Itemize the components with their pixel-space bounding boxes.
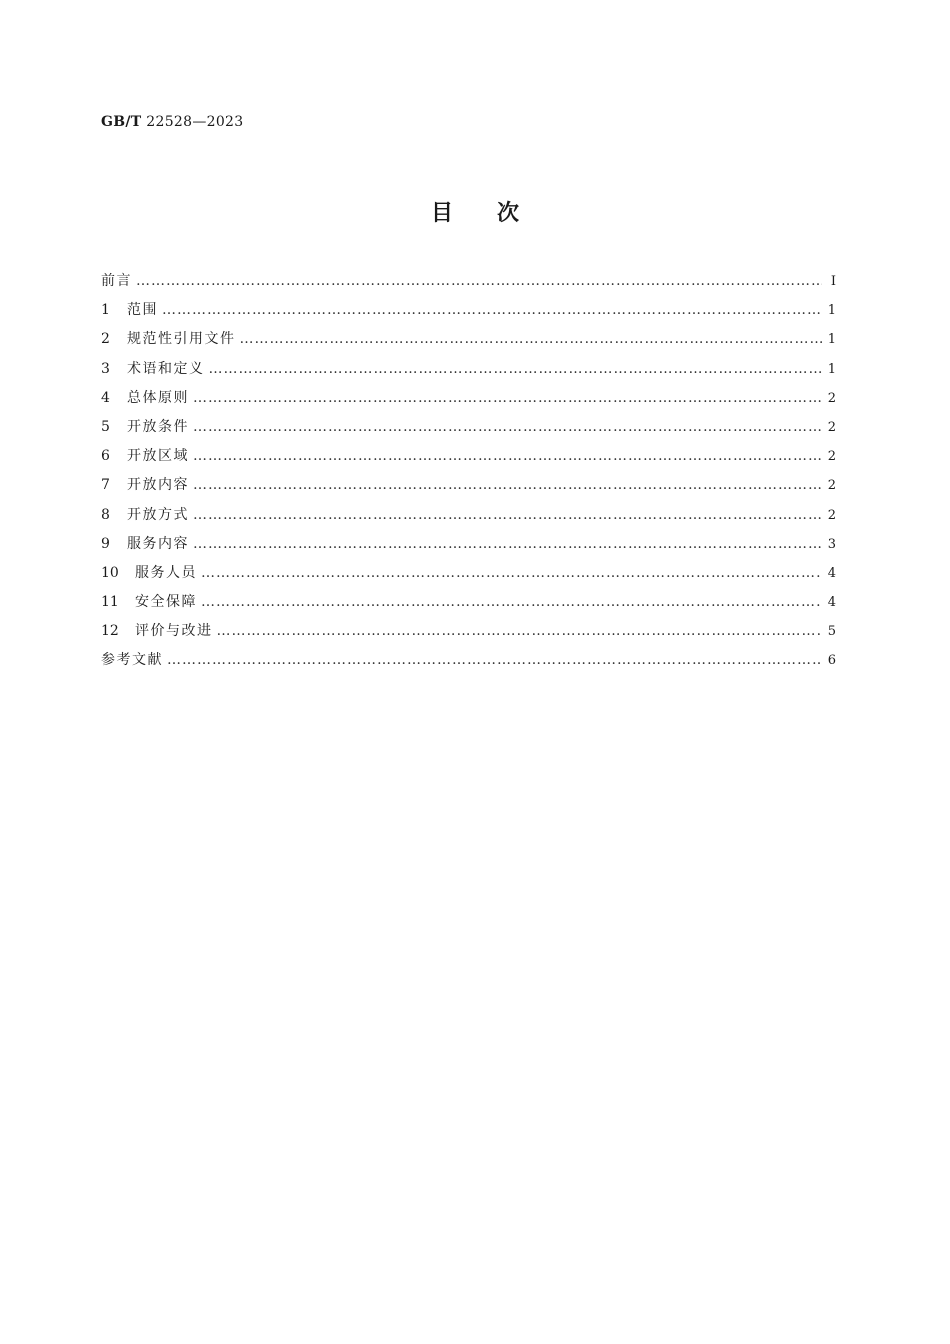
toc-entry-page: 2	[827, 390, 836, 406]
toc-entry-label: 开放内容	[127, 477, 189, 494]
toc-entry-number: 10	[101, 564, 119, 581]
toc-leader-dots	[193, 477, 822, 493]
toc-entry-page: 3	[827, 536, 836, 552]
toc-entry-label: 前言	[101, 273, 132, 289]
toc-entry-page: 2	[827, 507, 836, 523]
toc-entry-4[interactable]	[101, 387, 836, 416]
toc-entry-page: 5	[827, 624, 836, 640]
toc-entry-page: Ⅰ	[830, 274, 836, 289]
toc-entry-number: 3	[101, 360, 110, 377]
toc-entry-number: 5	[101, 418, 110, 435]
toc-leader-dots	[193, 419, 822, 435]
toc-entry-page: 1	[827, 303, 836, 319]
toc-leader-dots	[217, 623, 823, 639]
toc-entry-number: 1	[101, 302, 110, 319]
toc-entry-5[interactable]	[101, 416, 836, 445]
toc-entry-6[interactable]	[101, 445, 836, 474]
toc-leader-dots	[167, 652, 822, 668]
toc-entry-number: 11	[101, 594, 119, 611]
standard-prefix: GB/T	[101, 114, 142, 130]
toc-entry-11[interactable]	[101, 591, 836, 620]
toc-leader-dots	[193, 390, 822, 406]
toc-entry-label: 参考文献	[101, 652, 163, 669]
toc-entry-page: 4	[827, 565, 836, 581]
toc-entry-3[interactable]	[101, 358, 836, 387]
toc-leader-dots	[136, 273, 822, 289]
standard-code	[101, 114, 243, 130]
page-title: 目次	[430, 201, 563, 226]
toc-entry-label: 服务人员	[135, 564, 197, 581]
toc-entry-number: 8	[101, 506, 110, 523]
toc-leader-dots	[162, 302, 822, 318]
toc-entry-page: 4	[827, 595, 836, 611]
toc-entry-12[interactable]	[101, 620, 836, 649]
toc-leader-dots	[201, 594, 822, 610]
toc-entry-9[interactable]	[101, 533, 836, 562]
toc-entry-page: 2	[827, 478, 836, 494]
toc-entry-label: 术语和定义	[127, 360, 205, 377]
toc-entry-label: 安全保障	[135, 594, 197, 611]
toc-entry-label: 评价与改进	[135, 623, 213, 640]
toc-entry-page: 6	[827, 653, 836, 669]
toc-leader-dots	[209, 361, 823, 377]
toc-leader-dots	[193, 536, 822, 552]
toc-entry-page: 1	[827, 332, 836, 348]
toc-entry-foreword[interactable]	[101, 270, 836, 299]
toc-entry-label: 开放区域	[127, 448, 189, 465]
toc-entry-label: 总体原则	[127, 389, 189, 406]
toc-entry-label: 范围	[127, 302, 158, 319]
toc-leader-dots	[193, 507, 822, 523]
toc-entry-label: 规范性引用文件	[127, 331, 236, 348]
toc-entry-page: 2	[827, 449, 836, 465]
toc-leader-dots	[240, 331, 823, 347]
toc-entry-2[interactable]	[101, 328, 836, 357]
toc-entry-number: 12	[101, 623, 119, 640]
toc-leader-dots	[201, 565, 822, 581]
toc-leader-dots	[193, 448, 822, 464]
toc-entry-page: 1	[827, 361, 836, 377]
toc-entry-number: 7	[101, 477, 110, 494]
toc-entry-number: 4	[101, 389, 110, 406]
toc-entry-number: 6	[101, 448, 110, 465]
toc-entry-number: 9	[101, 535, 110, 552]
table-of-contents	[101, 270, 836, 679]
toc-entry-1[interactable]	[101, 299, 836, 328]
toc-entry-label: 开放条件	[127, 418, 189, 435]
toc-entry-7[interactable]	[101, 474, 836, 503]
toc-entry-number: 2	[101, 331, 110, 348]
toc-entry-label: 开放方式	[127, 506, 189, 523]
toc-entry-10[interactable]	[101, 562, 836, 591]
standard-number: 22528—2023	[146, 114, 244, 130]
toc-entry-bibliography[interactable]	[101, 649, 836, 678]
toc-entry-8[interactable]	[101, 504, 836, 533]
toc-entry-page: 2	[827, 419, 836, 435]
toc-entry-label: 服务内容	[127, 535, 189, 552]
